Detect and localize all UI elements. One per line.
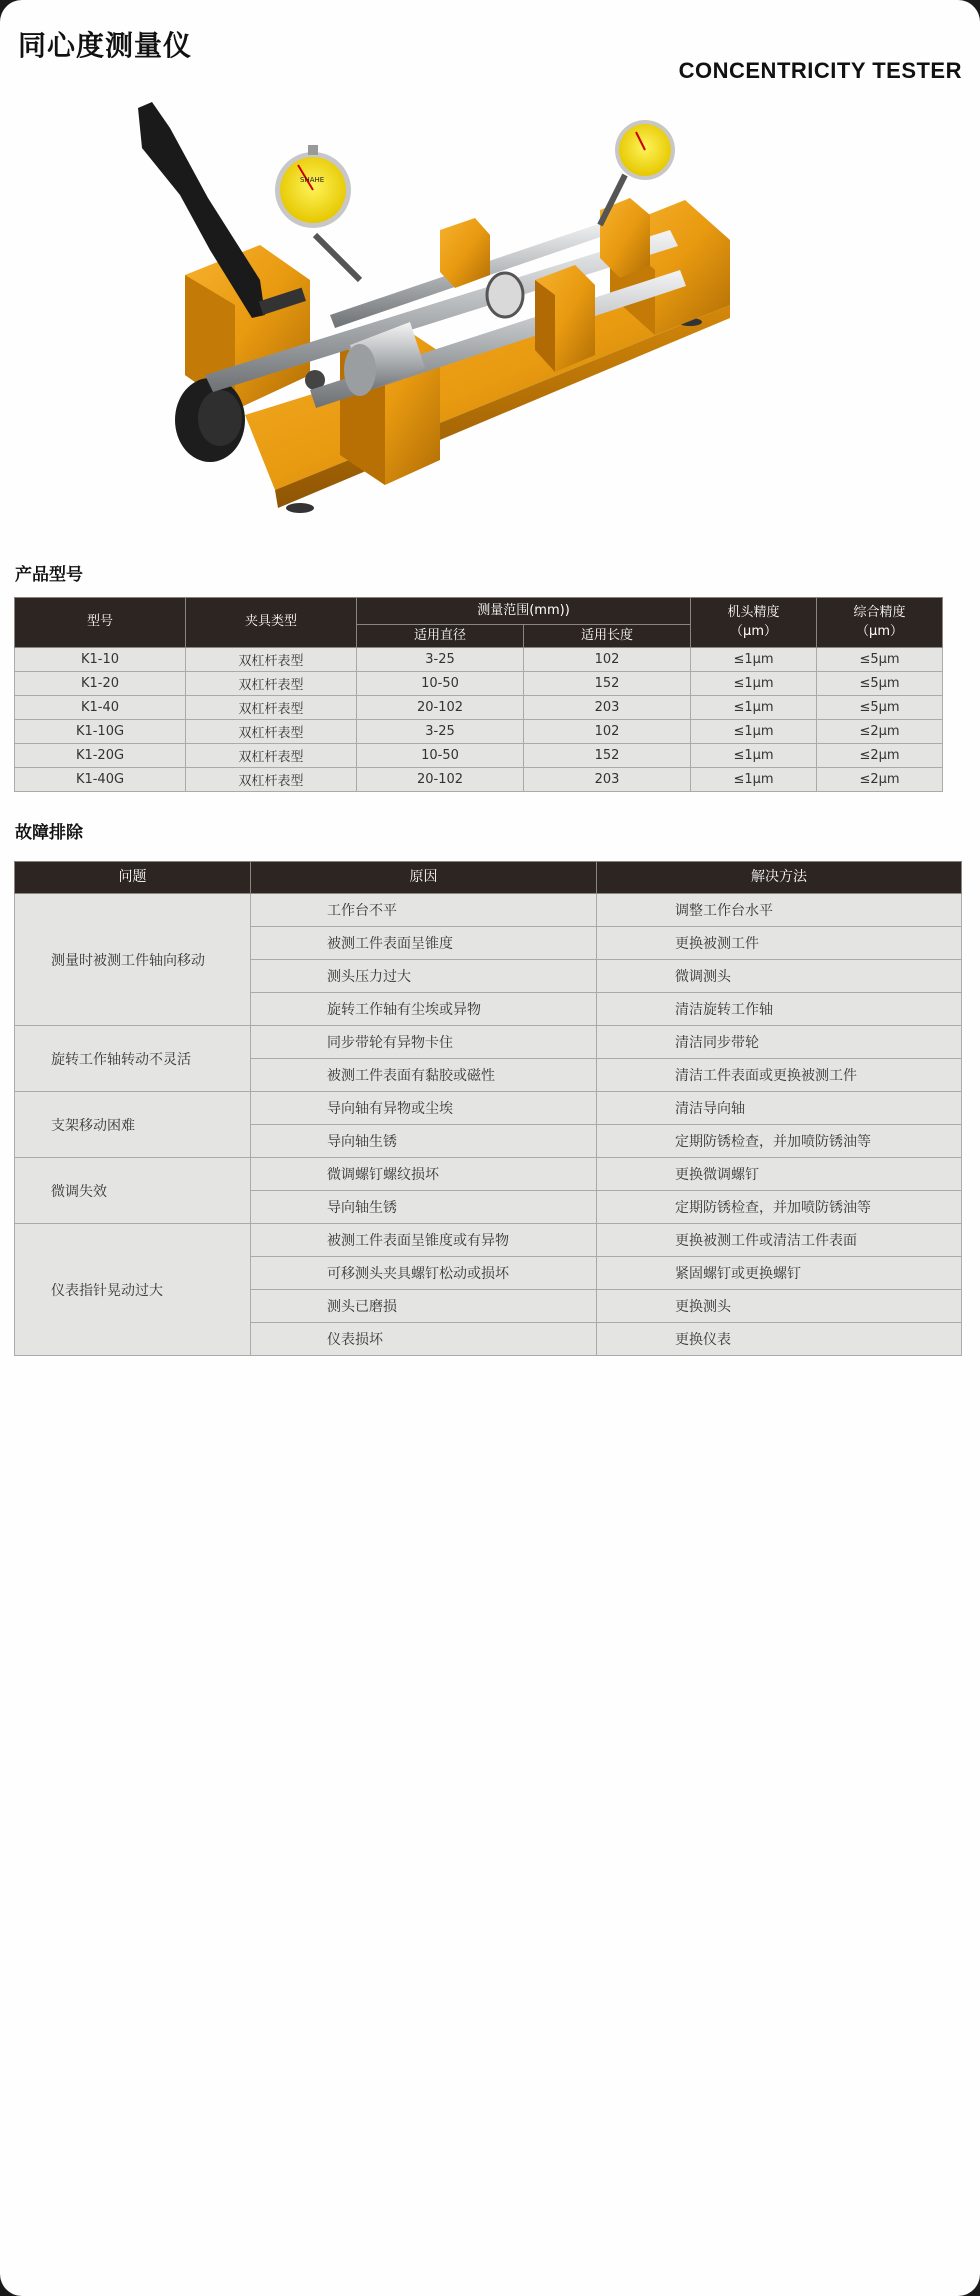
cell-diameter: 20-102 (357, 696, 524, 720)
table-row (15, 672, 943, 696)
cell-problem: 旋转工作轴转动不灵活 (15, 1026, 251, 1092)
cell-length: 102 (524, 648, 691, 672)
spec-header-fixture: 夹具类型 (186, 598, 357, 648)
cell-fixture: 双杠杆表型 (186, 744, 357, 768)
cell-length: 203 (524, 768, 691, 792)
cell-cause: 导向轴有异物或尘埃 (251, 1092, 597, 1125)
cell-solution: 清洁工件表面或更换被测工件 (597, 1059, 962, 1092)
cell-model: K1-40G (15, 768, 186, 792)
table-row (15, 1158, 962, 1191)
fault-header-cause: 原因 (251, 862, 597, 894)
cell-fixture: 双杠杆表型 (186, 672, 357, 696)
knob (175, 378, 245, 462)
cell-length: 102 (524, 720, 691, 744)
cell-total-precision: ≤2μm (817, 768, 943, 792)
cell-solution: 更换微调螺钉 (597, 1158, 962, 1191)
cell-head-precision: ≤1μm (691, 648, 817, 672)
cell-cause: 测头已磨损 (251, 1290, 597, 1323)
cell-cause: 可移测头夹具螺钉松动或损坏 (251, 1257, 597, 1290)
cell-head-precision: ≤1μm (691, 672, 817, 696)
table-row (15, 768, 943, 792)
product-photo (30, 90, 960, 550)
cell-cause: 导向轴生锈 (251, 1191, 597, 1224)
spec-table (14, 597, 943, 792)
cell-solution: 更换被测工件或清洁工件表面 (597, 1224, 962, 1257)
cell-diameter: 20-102 (357, 768, 524, 792)
cell-cause: 微调螺钉螺纹损坏 (251, 1158, 597, 1191)
cell-solution: 清洁同步带轮 (597, 1026, 962, 1059)
dial-brand-label: SHAHE (300, 176, 325, 184)
cell-solution: 定期防锈检查，并加喷防锈油等 (597, 1191, 962, 1224)
cell-model: K1-20G (15, 744, 186, 768)
cell-diameter: 10-50 (357, 672, 524, 696)
cell-length: 152 (524, 744, 691, 768)
cell-diameter: 3-25 (357, 720, 524, 744)
spec-section-title: 产品型号 (15, 565, 83, 585)
cell-head-precision: ≤1μm (691, 768, 817, 792)
spec-header-diameter: 适用直径 (357, 625, 524, 648)
cell-head-precision: ≤1μm (691, 744, 817, 768)
cell-solution: 更换被测工件 (597, 927, 962, 960)
table-row (15, 720, 943, 744)
dial-indicator-left (275, 145, 360, 280)
table-row (15, 696, 943, 720)
cell-total-precision: ≤2μm (817, 744, 943, 768)
cell-fixture: 双杠杆表型 (186, 696, 357, 720)
cell-total-precision: ≤5μm (817, 672, 943, 696)
page-title-en: CONCENTRICITY TESTER (678, 58, 962, 83)
cell-total-precision: ≤2μm (817, 720, 943, 744)
page-title-cn: 同心度测量仪 (18, 29, 193, 62)
fault-header-solution: 解决方法 (597, 862, 962, 894)
cell-problem: 测量时被测工件轴向移动 (15, 894, 251, 1026)
cell-diameter: 3-25 (357, 648, 524, 672)
cell-solution: 更换测头 (597, 1290, 962, 1323)
cell-solution: 定期防锈检查，并加喷防锈油等 (597, 1125, 962, 1158)
cell-problem: 仪表指针晃动过大 (15, 1224, 251, 1356)
cell-solution: 微调测头 (597, 960, 962, 993)
cell-head-precision: ≤1μm (691, 720, 817, 744)
spec-header-head-precision: 机头精度 （μm） (691, 598, 817, 648)
cell-model: K1-20 (15, 672, 186, 696)
cell-diameter: 10-50 (357, 744, 524, 768)
cell-fixture: 双杠杆表型 (186, 648, 357, 672)
cell-fixture: 双杠杆表型 (186, 720, 357, 744)
cell-model: K1-10G (15, 720, 186, 744)
cell-problem: 微调失效 (15, 1158, 251, 1224)
cell-cause: 被测工件表面呈锥度 (251, 927, 597, 960)
cell-total-precision: ≤5μm (817, 696, 943, 720)
cell-cause: 仪表损坏 (251, 1323, 597, 1356)
cell-length: 203 (524, 696, 691, 720)
table-row (15, 1224, 962, 1257)
fault-table (14, 861, 962, 1356)
cell-solution: 紧固螺钉或更换螺钉 (597, 1257, 962, 1290)
fault-header-problem: 问题 (15, 862, 251, 894)
cell-head-precision: ≤1μm (691, 696, 817, 720)
table-row (15, 1092, 962, 1125)
table-row (15, 1026, 962, 1059)
table-row (15, 744, 943, 768)
cell-cause: 导向轴生锈 (251, 1125, 597, 1158)
fault-section-title: 故障排除 (15, 823, 83, 843)
cell-total-precision: ≤5μm (817, 648, 943, 672)
cell-cause: 被测工件表面呈锥度或有异物 (251, 1224, 597, 1257)
cell-length: 152 (524, 672, 691, 696)
table-row (15, 894, 962, 927)
spec-header-length: 适用长度 (524, 625, 691, 648)
cell-cause: 同步带轮有异物卡住 (251, 1026, 597, 1059)
cell-solution: 清洁旋转工作轴 (597, 993, 962, 1026)
cell-cause: 工作台不平 (251, 894, 597, 927)
cell-model: K1-40 (15, 696, 186, 720)
spec-header-range: 测量范围(mm)) (357, 598, 691, 625)
cell-cause: 测头压力过大 (251, 960, 597, 993)
table-row (15, 648, 943, 672)
cell-solution: 调整工作台水平 (597, 894, 962, 927)
cell-cause: 被测工件表面有黏胶或磁性 (251, 1059, 597, 1092)
cell-model: K1-10 (15, 648, 186, 672)
spec-header-model: 型号 (15, 598, 186, 648)
cell-problem: 支架移动困难 (15, 1092, 251, 1158)
cell-solution: 更换仪表 (597, 1323, 962, 1356)
cell-solution: 清洁导向轴 (597, 1092, 962, 1125)
cell-cause: 旋转工作轴有尘埃或异物 (251, 993, 597, 1026)
cell-fixture: 双杠杆表型 (186, 768, 357, 792)
spec-header-total-precision: 综合精度 （μm） (817, 598, 943, 648)
